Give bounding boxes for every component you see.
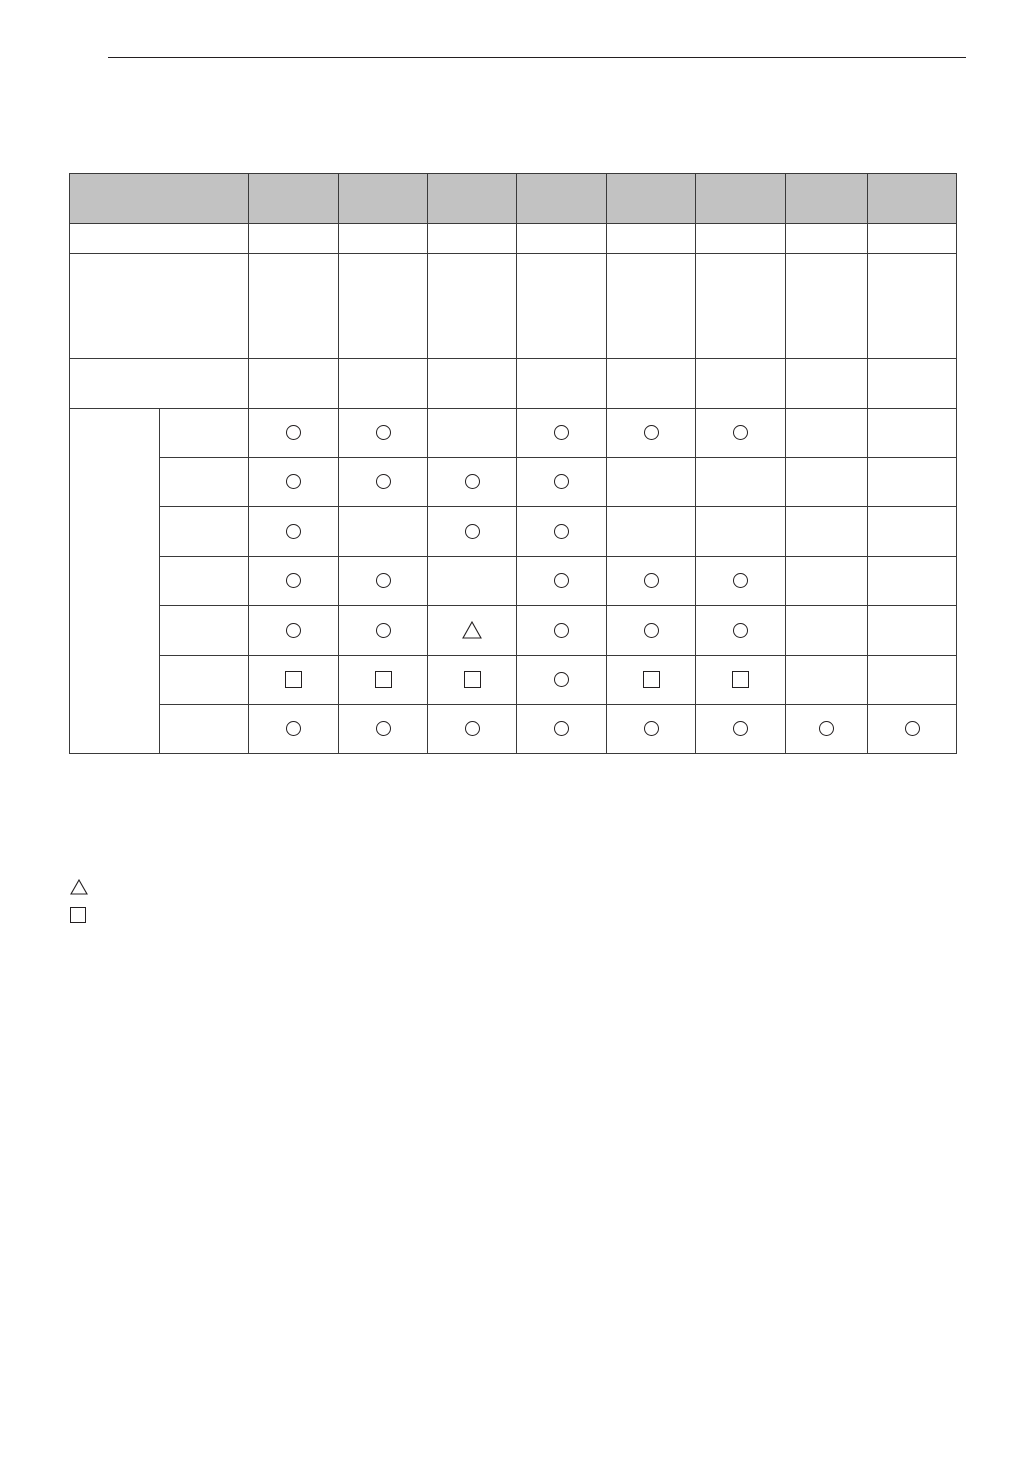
group-label-cell: [70, 409, 160, 754]
table-cell: [517, 174, 607, 224]
table-cell: [428, 174, 517, 224]
table-cell: [868, 359, 957, 409]
table-cell: [249, 507, 339, 557]
table-row: [70, 606, 957, 656]
table-cell: [868, 409, 957, 458]
table-cell: [607, 174, 696, 224]
table-cell: [607, 224, 696, 254]
table-cell: [517, 409, 607, 458]
circle-icon: [376, 623, 391, 638]
table-cell: [696, 705, 786, 754]
table-cell: [339, 254, 428, 359]
table-row: [70, 224, 957, 254]
sub-label-cell: [160, 409, 249, 458]
table-cell: [786, 656, 868, 705]
table-row: [70, 656, 957, 705]
table-cell: [868, 656, 957, 705]
table-cell: [339, 507, 428, 557]
table-cell: [607, 606, 696, 656]
table-row: [70, 254, 957, 359]
circle-icon: [733, 623, 748, 638]
table-cell: [428, 254, 517, 359]
row-label-cell: [70, 254, 249, 359]
table-cell: [786, 174, 868, 224]
table-cell: [786, 359, 868, 409]
table-cell: [428, 606, 517, 656]
table-cell: [786, 507, 868, 557]
sub-label-cell: [160, 705, 249, 754]
square-icon: [70, 907, 86, 923]
table-cell: [249, 359, 339, 409]
circle-icon: [554, 672, 569, 687]
table-cell: [517, 557, 607, 606]
circle-icon: [376, 573, 391, 588]
table-cell: [696, 606, 786, 656]
table-cell: [339, 174, 428, 224]
row-label-cell: [70, 174, 249, 224]
table-cell: [868, 174, 957, 224]
square-icon: [375, 671, 392, 688]
table-cell: [249, 656, 339, 705]
table-cell: [868, 224, 957, 254]
table-cell: [249, 606, 339, 656]
square-icon: [285, 671, 302, 688]
table-cell: [696, 507, 786, 557]
circle-icon: [644, 425, 659, 440]
sub-label-cell: [160, 656, 249, 705]
table-row: [70, 557, 957, 606]
row-label-cell: [70, 224, 249, 254]
legend-item-square: [70, 901, 88, 929]
table-cell: [607, 557, 696, 606]
table-cell: [249, 174, 339, 224]
triangle-icon: [462, 621, 482, 639]
table-cell: [696, 359, 786, 409]
table-cell: [339, 224, 428, 254]
circle-icon: [286, 623, 301, 638]
table-cell: [428, 409, 517, 458]
table-cell: [517, 606, 607, 656]
table-row: [70, 507, 957, 557]
circle-icon: [286, 721, 301, 736]
circle-icon: [554, 623, 569, 638]
table-cell: [517, 359, 607, 409]
circle-icon: [286, 573, 301, 588]
circle-icon: [465, 474, 480, 489]
table-cell: [607, 254, 696, 359]
circle-icon: [554, 573, 569, 588]
triangle-icon: [70, 879, 88, 895]
sub-label-cell: [160, 557, 249, 606]
circle-icon: [554, 425, 569, 440]
circle-icon: [465, 721, 480, 736]
circle-icon: [376, 474, 391, 489]
square-icon: [464, 671, 481, 688]
table-cell: [607, 656, 696, 705]
table-cell: [428, 507, 517, 557]
table-row: [70, 174, 957, 224]
circle-icon: [286, 425, 301, 440]
table-cell: [868, 254, 957, 359]
table-row: [70, 359, 957, 409]
circle-icon: [733, 425, 748, 440]
table-cell: [696, 409, 786, 458]
table-cell: [428, 224, 517, 254]
table-cell: [696, 656, 786, 705]
sub-label-cell: [160, 606, 249, 656]
table-cell: [339, 606, 428, 656]
circle-icon: [905, 721, 920, 736]
table-row: [70, 705, 957, 754]
table-cell: [696, 174, 786, 224]
legend-item-triangle: [70, 873, 88, 901]
table-cell: [786, 606, 868, 656]
table-cell: [868, 507, 957, 557]
compatibility-table: [69, 173, 957, 754]
table-cell: [249, 458, 339, 507]
table-cell: [249, 254, 339, 359]
table-cell: [696, 458, 786, 507]
table-cell: [696, 254, 786, 359]
table-cell: [868, 557, 957, 606]
table-cell: [339, 705, 428, 754]
table-cell: [607, 359, 696, 409]
table-cell: [339, 458, 428, 507]
table-cell: [607, 507, 696, 557]
table-cell: [786, 254, 868, 359]
circle-icon: [644, 721, 659, 736]
row-label-cell: [70, 359, 249, 409]
table-cell: [517, 458, 607, 507]
circle-icon: [286, 474, 301, 489]
table-cell: [339, 359, 428, 409]
table-cell: [607, 458, 696, 507]
header-rule: [108, 57, 966, 58]
circle-icon: [554, 721, 569, 736]
table-cell: [517, 224, 607, 254]
square-icon: [643, 671, 660, 688]
table-cell: [249, 224, 339, 254]
table-cell: [786, 557, 868, 606]
circle-icon: [465, 524, 480, 539]
table-cell: [428, 656, 517, 705]
table-cell: [428, 458, 517, 507]
circle-icon: [286, 524, 301, 539]
table-row: [70, 458, 957, 507]
circle-icon: [554, 474, 569, 489]
table-cell: [249, 409, 339, 458]
table-cell: [428, 359, 517, 409]
circle-icon: [376, 721, 391, 736]
table-cell: [517, 254, 607, 359]
table-row: [70, 409, 957, 458]
sub-label-cell: [160, 458, 249, 507]
table-cell: [428, 557, 517, 606]
table-cell: [607, 409, 696, 458]
table-cell: [607, 705, 696, 754]
table-cell: [339, 557, 428, 606]
table-cell: [696, 557, 786, 606]
table-cell: [786, 458, 868, 507]
circle-icon: [644, 573, 659, 588]
table-cell: [517, 507, 607, 557]
circle-icon: [644, 623, 659, 638]
table-cell: [339, 409, 428, 458]
table-cell: [786, 224, 868, 254]
circle-icon: [733, 721, 748, 736]
table-cell: [868, 606, 957, 656]
sub-label-cell: [160, 507, 249, 557]
circle-icon: [733, 573, 748, 588]
square-icon: [732, 671, 749, 688]
table-cell: [786, 409, 868, 458]
table-cell: [339, 656, 428, 705]
table-cell: [786, 705, 868, 754]
table-cell: [249, 705, 339, 754]
table-cell: [868, 705, 957, 754]
table-cell: [868, 458, 957, 507]
table-cell: [696, 224, 786, 254]
legend: [70, 873, 88, 929]
table-cell: [517, 656, 607, 705]
table-cell: [517, 705, 607, 754]
circle-icon: [554, 524, 569, 539]
circle-icon: [819, 721, 834, 736]
circle-icon: [376, 425, 391, 440]
table-cell: [249, 557, 339, 606]
table-cell: [428, 705, 517, 754]
